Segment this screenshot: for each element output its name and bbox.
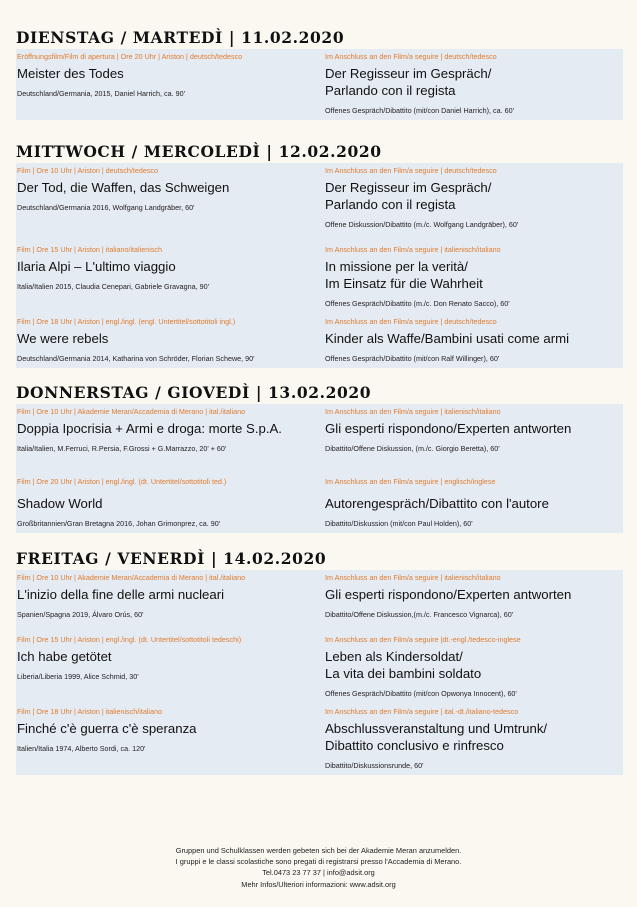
- event-title: [325, 720, 623, 754]
- film-cell: [16, 707, 325, 771]
- event-title-line: Abschlussveranstaltung und Umtrunk/: [325, 721, 548, 736]
- film-cell: [16, 477, 325, 529]
- event-title: We were rebels: [17, 331, 109, 346]
- event-title: Der Tod, die Waffen, das Schweigen: [17, 180, 230, 195]
- film-cell: [16, 407, 325, 454]
- event-info: Deutschland/Germania, 2015, Daniel Harrich, ca. 90': [17, 89, 185, 98]
- discussion-cell: [325, 407, 623, 454]
- event-row: [16, 52, 623, 116]
- program-schedule: [16, 26, 623, 775]
- event-info: Italia/Italien, M.Ferruci, R.Persia, F.Grossi + G.Marrazzo, 20' + 60': [17, 444, 227, 453]
- day-heading-wednesday: MITTWOCH / MERCOLEDÌ | 12.02.2020: [16, 142, 382, 161]
- event-meta: Film | Ore 15 Uhr | Ariston | italiano/italienisch: [17, 245, 163, 254]
- discussion-cell: [325, 477, 623, 529]
- event-meta: Film | Ore 10 Uhr | Ariston | deutsch/tedesco: [17, 166, 159, 175]
- day-heading-friday: FREITAG / VENERDÌ | 14.02.2020: [16, 549, 327, 568]
- discussion-cell: [325, 635, 623, 699]
- event-info: Deutschland/Germania 2014, Katharina von Schröder, Florian Schewe, 90': [17, 354, 255, 363]
- event-title-line: Parlando con il regista: [325, 83, 456, 98]
- event-title: [325, 648, 623, 682]
- discussion-cell: [325, 317, 623, 364]
- event-meta: Im Anschluss an den Film/a seguire | deutsch/tedesco: [325, 166, 497, 175]
- event-title-line: Leben als Kindersoldat/: [325, 649, 463, 664]
- event-title: Finché c'è guerra c'è speranza: [17, 721, 197, 736]
- event-title: Autorengespräch/Dibattito con l'autore: [325, 496, 549, 511]
- event-title: Kinder als Waffe/Bambini usati come armi: [325, 331, 570, 346]
- discussion-cell: [325, 245, 623, 309]
- day-panel-friday: [16, 570, 623, 775]
- day-panel-tuesday: [16, 49, 623, 120]
- day-panel-wednesday: [16, 163, 623, 368]
- event-info: Offenes Gespräch/Dibattito (mit/con Ralf Willinger), 60': [325, 354, 500, 363]
- footer-line-registration-de: Gruppen und Schulklassen werden gebeten sich bei der Akademie Meran anzumelden.: [175, 846, 462, 855]
- event-info: Spanien/Spagna 2019, Álvaro Orús, 60': [17, 610, 144, 619]
- event-title-line: La vita dei bambini soldato: [325, 666, 482, 681]
- event-info: Italia/Italien 2015, Claudia Cenepari, Gabriele Gravagna, 90': [17, 282, 209, 291]
- event-meta: Im Anschluss an den Film/a seguire | deutsch/tedesco: [325, 52, 497, 61]
- film-cell: [16, 317, 325, 364]
- event-meta: Eröffnungsfilm/Film di apertura | Ore 20 Uhr | Ariston | deutsch/tedesco: [17, 52, 243, 61]
- discussion-cell: [325, 707, 623, 771]
- film-cell: [16, 166, 325, 230]
- event-title: [325, 258, 623, 292]
- event-info: Italien/Italia 1974, Alberto Sordi, ca. 120': [17, 744, 146, 753]
- event-meta: Im Anschluss an den Film/a seguire |dt.-engl./tedesco-inglese: [325, 635, 521, 644]
- discussion-cell: [325, 166, 623, 230]
- film-cell: [16, 635, 325, 699]
- event-row: [16, 245, 623, 309]
- day-heading-tuesday: DIENSTAG / MARTEDÌ | 11.02.2020: [16, 28, 345, 47]
- event-row: [16, 635, 623, 699]
- footer-notice: [0, 845, 637, 890]
- event-info: Dibattito/Offene Diskussion, (m./c. Giorgio Beretta), 60': [325, 444, 500, 453]
- film-cell: [16, 245, 325, 309]
- day-panel-thursday: [16, 404, 623, 533]
- event-info: Offenes Gespräch/Dibattito (m./c. Don Renato Sacco), 60': [325, 299, 510, 308]
- event-title: L'inizio della fine delle armi nucleari: [17, 587, 225, 602]
- event-meta: Im Anschluss an den Film/a seguire | ital.-dt./italiano-tedesco: [325, 707, 519, 716]
- event-title: Meister des Todes: [17, 66, 124, 81]
- event-meta: Film | Ore 18 Uhr | Ariston | engl./ingl. (engl. Untertitel/sottotitoli ingl.): [17, 317, 236, 326]
- event-meta: Film | Ore 10 Uhr | Akademie Meran/Accademia di Merano | ital./italiano: [17, 573, 246, 582]
- event-info: Deutschland/Germania 2016, Wolfgang Landgräber, 60': [17, 203, 195, 212]
- event-meta: Im Anschluss an den Film/a seguire | italienisch/italiano: [325, 407, 501, 416]
- event-title-line: In missione per la verità/: [325, 259, 468, 274]
- event-meta: Film | Ore 10 Uhr | Akademie Meran/Accademia di Merano | ital./italiano: [17, 407, 246, 416]
- event-info: Dibattito/Diskussionsrunde, 60': [325, 761, 424, 770]
- event-title-line: Im Einsatz für die Wahrheit: [325, 276, 483, 291]
- film-cell: [16, 52, 325, 116]
- film-cell: [16, 573, 325, 620]
- event-row: [16, 317, 623, 364]
- event-title-line: Parlando con il regista: [325, 197, 456, 212]
- event-title: Ilaria Alpi – L'ultimo viaggio: [17, 259, 176, 274]
- event-title: Gli esperti rispondono/Experten antworten: [325, 421, 572, 436]
- event-title: Shadow World: [17, 496, 103, 511]
- event-info: Liberia/Liberia 1999, Alice Schmid, 30': [17, 672, 139, 681]
- event-title-line: Dibattito conclusivo e rinfresco: [325, 738, 504, 753]
- event-info: Offene Diskussion/Dibattito (m./c. Wolfgang Landgräber), 60': [325, 220, 519, 229]
- footer-website[interactable]: Mehr Infos/Ulteriori informazioni: www.adsit.org: [241, 879, 396, 889]
- event-title: Doppia Ipocrisia + Armi e droga: morte S.p.A.: [17, 421, 282, 436]
- event-info: Großbritannien/Gran Bretagna 2016, Johan Grimonprez, ca. 90': [17, 519, 221, 528]
- event-row: [16, 707, 623, 771]
- event-title-line: Der Regisseur im Gespräch/: [325, 180, 492, 195]
- event-meta: Film | Ore 20 Uhr | Ariston | engl./ingl. (dt. Untertitel/sottotitoli ted.): [17, 477, 227, 486]
- event-title: [325, 179, 623, 213]
- footer-contact[interactable]: Tel.0473 23 77 37 | info@adsit.org: [262, 868, 375, 878]
- event-row: [16, 166, 623, 230]
- event-info: Offenes Gespräch/Dibattito (mit/con Daniel Harrich), ca. 60': [325, 106, 514, 115]
- event-row: [16, 573, 623, 620]
- discussion-cell: [325, 573, 623, 620]
- event-info: Dibattito/Offene Diskussion,(m./c. Francesco Vignarca), 60': [325, 610, 514, 619]
- event-row: [16, 407, 623, 454]
- event-meta: Im Anschluss an den Film/a seguire | italienisch/italiano: [325, 573, 501, 582]
- event-title: [325, 65, 623, 99]
- event-info: Offenes Gespräch/Dibattito (mit/con Opwonya Innocent), 60': [325, 689, 517, 698]
- event-info: Dibattito/Diskussion (mit/con Paul Holden), 60': [325, 519, 473, 528]
- footer-line-registration-it: I gruppi e le classi scolastiche sono pregati di registrarsi presso l'Accademia di Merano.: [175, 857, 462, 867]
- event-row: [16, 477, 623, 529]
- event-title: Gli esperti rispondono/Experten antworten: [325, 587, 572, 602]
- event-title-line: Der Regisseur im Gespräch/: [325, 66, 492, 81]
- event-meta: Im Anschluss an den Film/a seguire | italienisch/italiano: [325, 245, 501, 254]
- day-heading-thursday: DONNERSTAG / GIOVEDÌ | 13.02.2020: [16, 383, 372, 402]
- event-meta: Im Anschluss an den Film/a seguire | englisch/inglese: [325, 477, 496, 486]
- discussion-cell: [325, 52, 623, 116]
- event-meta: Film | Ore 15 Uhr | Ariston | engl./ingl. (dt. Untertitel/sottotitoli tedeschi): [17, 635, 242, 644]
- event-meta: Film | Ore 18 Uhr | Ariston | italienisch/italiano: [17, 707, 163, 716]
- event-meta: Im Anschluss an den Film/a seguire | deutsch/tedesco: [325, 317, 497, 326]
- event-title: Ich habe getötet: [17, 649, 112, 664]
